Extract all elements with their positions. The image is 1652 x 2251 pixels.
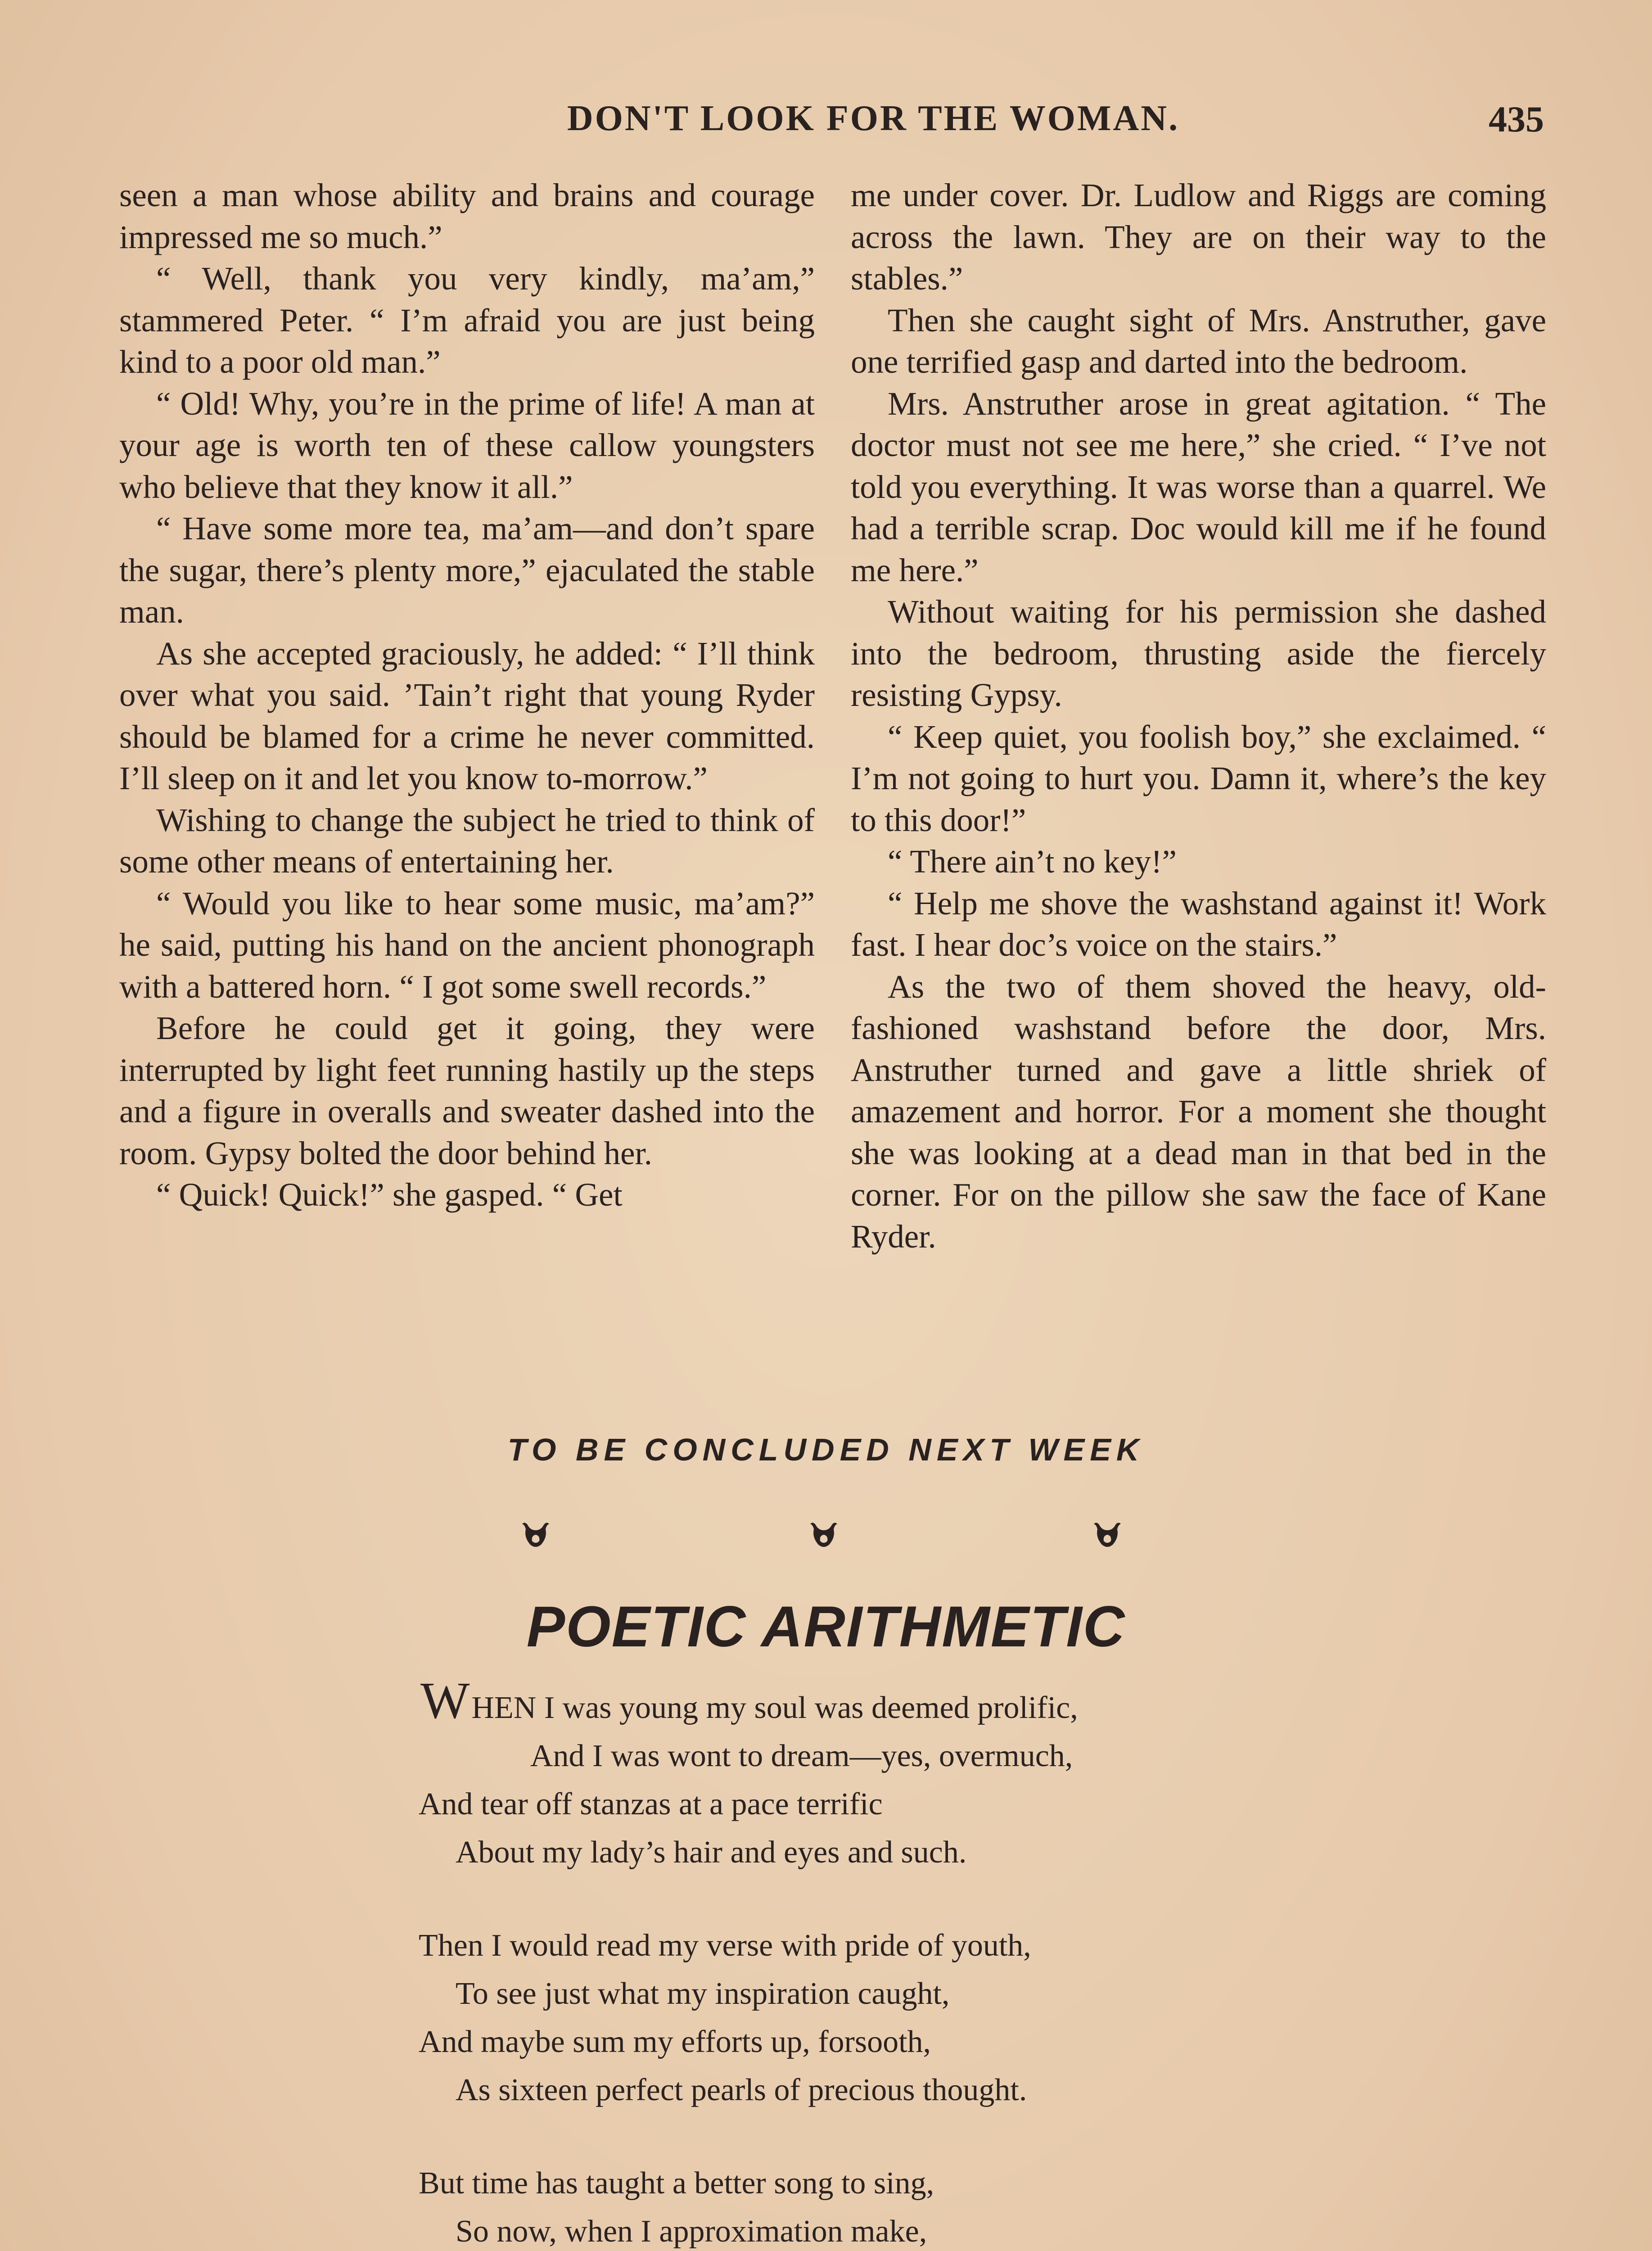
paragraph: “ Keep quiet, you foolish boy,” she exclaimed. “ I’m not going to hurt you. Damn it, where’s the key to this door!” — [851, 718, 1546, 838]
poem-title: POETIC ARITHMETIC — [526, 1595, 1126, 1659]
paragraph: Mrs. Anstruther arose in great agitation. “ The doctor must not see me here,” she cried. “ I’ve not told you everything. It was worse than a quarrel. We had a terrible scrap. Doc would kill me if he found me here.” — [851, 385, 1546, 588]
poem-stanza — [419, 2159, 1319, 2251]
story-left-column — [119, 175, 815, 1216]
paragraph: “ Would you like to hear some music, ma’am?” he said, putting his hand on the ancient phonograph with a battered horn. “ I got some swell records.” — [119, 885, 815, 1005]
paragraph: me under cover. Dr. Ludlow and Riggs are coming across the lawn. They are on their way to the stables.” — [851, 177, 1546, 297]
poem-line: To see just what my inspiration caught, — [456, 1976, 950, 2011]
drop-cap: W — [420, 1672, 470, 1730]
paragraph: Wishing to change the subject he tried to think of some other means of entertaining her. — [119, 801, 815, 880]
paragraph: “ Well, thank you very kindly, ma’am,” stammered Peter. “ I’m afraid you are just being kind to a poor old man.” — [119, 260, 815, 380]
poem-line: But time has taught a better song to sing, — [419, 2166, 934, 2201]
poem-line: About my lady’s hair and eyes and such. — [456, 1835, 967, 1870]
fleuron-ornament-icon — [518, 1519, 554, 1551]
poem-line: And tear off stanzas at a pace terrific — [419, 1787, 883, 1822]
fleuron-ornament-icon — [806, 1519, 842, 1551]
paragraph: Before he could get it going, they were interrupted by light feet running hastily up the steps and a figure in overalls and sweater dashed into the room. Gypsy bolted the door behind her. — [119, 1010, 815, 1171]
poem-line: And I was wont to dream—yes, overmuch, — [530, 1739, 1073, 1773]
continued-notice: TO BE CONCLUDED NEXT WEEK — [507, 1432, 1145, 1467]
paragraph: As she accepted graciously, he added: “ I’ll think over what you said. ’Tain’t right that young Ryder should be blamed for a crime he never committed. I’ll sleep on it and let you know to-morrow.” — [119, 635, 815, 796]
poem-line: As sixteen perfect pearls of precious thought. — [456, 2073, 1027, 2107]
paragraph: Without waiting for his permission she dashed into the bedroom, thrusting aside the fiercely resisting Gypsy. — [851, 593, 1546, 713]
poem-line — [419, 1672, 1319, 1732]
paragraph: As the two of them shoved the heavy, old-fashioned washstand before the door, Mrs. Anstruther turned and gave a little shriek of amazement and horror. For a moment she thought she was looking at a dead man in that bed in the corner. For on the pillow she saw the face of Kane Ryder. — [851, 968, 1546, 1255]
paragraph: “ Old! Why, you’re in the prime of life! A man at your age is worth ten of these callow youngsters who believe that they know it all.” — [119, 385, 815, 505]
running-head: DON'T LOOK FOR THE WOMAN. — [567, 99, 1180, 138]
poem-line: So now, when I approximation make, — [456, 2214, 927, 2249]
poem-stanza — [419, 1921, 1319, 2114]
poem-line: And maybe sum my efforts up, forsooth, — [419, 2025, 931, 2059]
poem-line: Then I would read my verse with pride of youth, — [419, 1928, 1031, 1963]
paragraph: “ Help me shove the washstand against it! Work fast. I hear doc’s voice on the stairs.” — [851, 885, 1546, 963]
paragraph: “ There ain’t no key!” — [888, 843, 1177, 880]
poem-line-text: HEN I was young my soul was deemed prolific, — [471, 1691, 1078, 1725]
paragraph: Then she caught sight of Mrs. Anstruther, gave one terrified gasp and darted into the bedroom. — [851, 302, 1546, 380]
page-number: 435 — [1489, 99, 1544, 140]
poem-stanza — [419, 1672, 1319, 1876]
paragraph: seen a man whose ability and brains and courage impressed me so much.” — [119, 177, 815, 255]
paragraph: “ Have some more tea, ma’am—and don’t spare the sugar, there’s plenty more,” ejaculated the stable man. — [119, 510, 815, 630]
poem — [419, 1672, 1319, 2251]
fleuron-ornament-icon — [1089, 1519, 1125, 1551]
paragraph: “ Quick! Quick!” she gasped. “ Get — [156, 1176, 623, 1213]
story-right-column — [851, 175, 1546, 1257]
